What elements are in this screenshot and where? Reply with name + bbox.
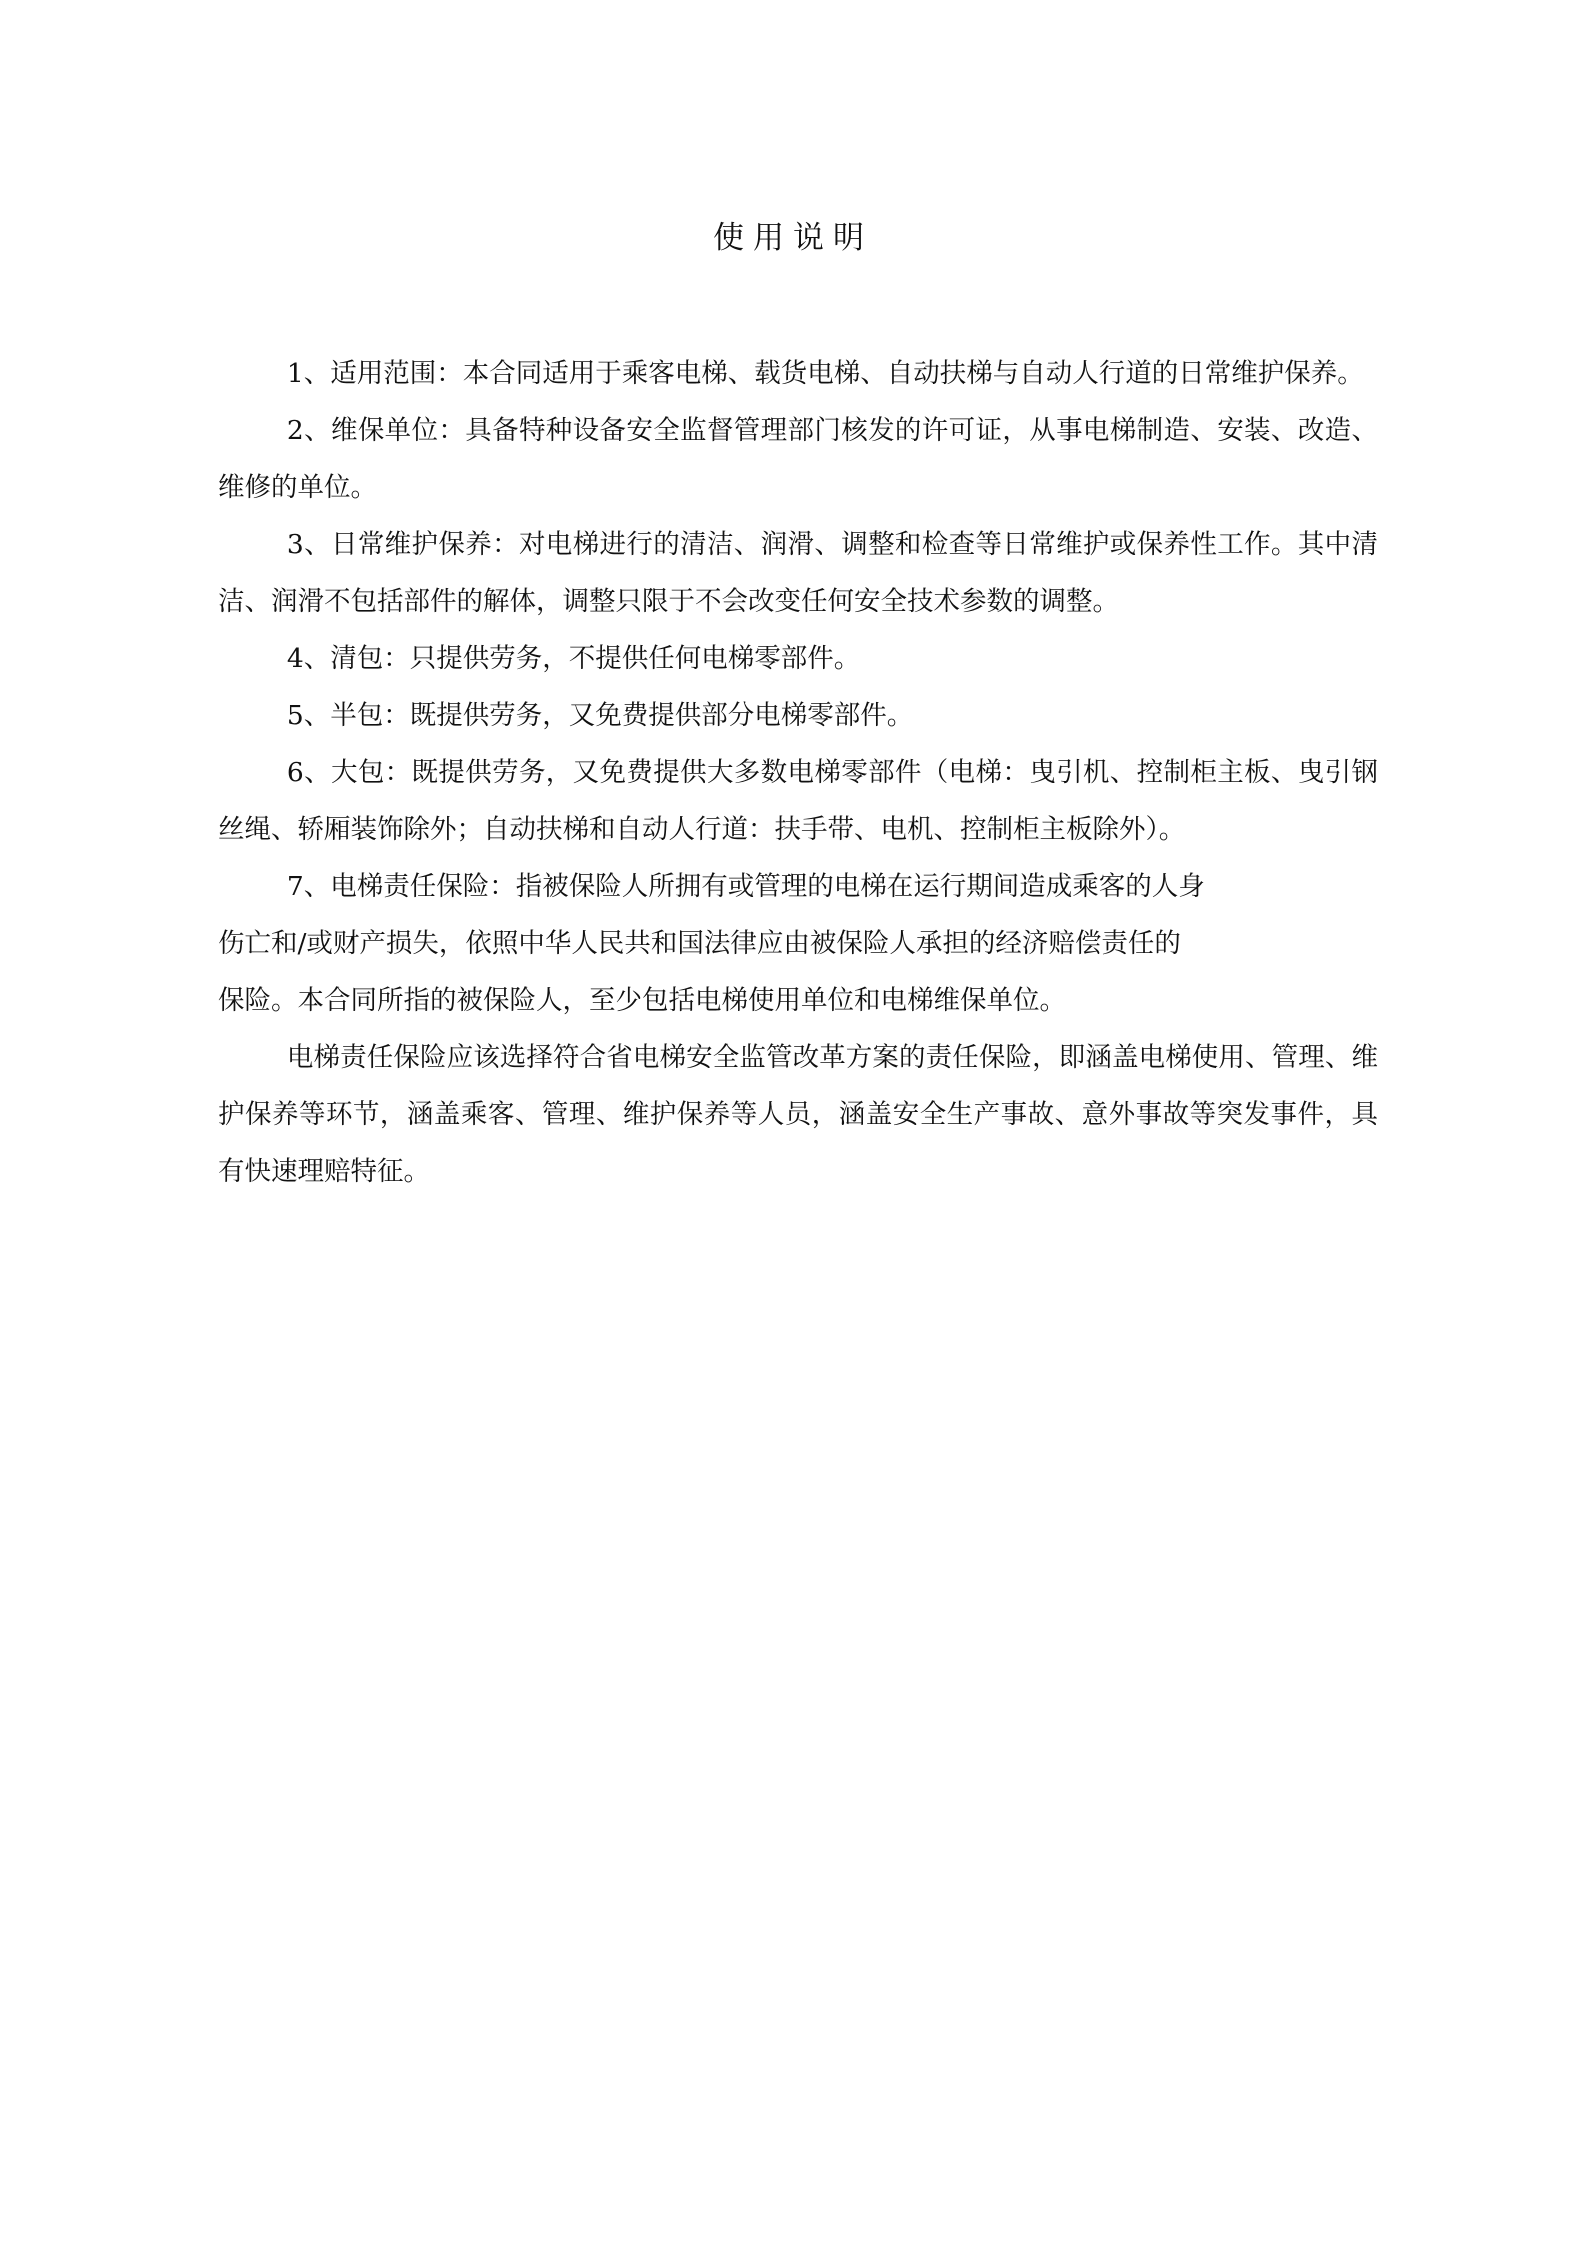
- paragraph-maintenance-unit: 2、维保单位：具备特种设备安全监督管理部门核发的许可证，从事电梯制造、安装、改造、维修的单位。: [218, 415, 1378, 503]
- page-title: 使用说明: [713, 220, 873, 256]
- paragraph-half-package: 5、半包：既提供劳务，又免费提供部分电梯零部件。: [286, 700, 914, 731]
- paragraph-scope: 1、适用范围：本合同适用于乘客电梯、载货电梯、自动扶梯与自动人行道的日常维护保养。: [286, 358, 1364, 389]
- liability-insurance-line: 保险。本合同所指的被保险人，至少包括电梯使用单位和电梯维保单位。: [218, 985, 1066, 1016]
- paragraph-insurance-recommendation: 电梯责任保险应该选择符合省电梯安全监管改革方案的责任保险，即涵盖电梯使用、管理、维护保养等环节，涵盖乘客、管理、维护保养等人员，涵盖安全生产事故、意外事故等突发事件，具有快速理赔特征。: [218, 1042, 1378, 1187]
- paragraph-daily-maintenance: 3、日常维护保养：对电梯进行的清洁、润滑、调整和检查等日常维护或保养性工作。其中清洁、润滑不包括部件的解体，调整只限于不会改变任何安全技术参数的调整。: [218, 529, 1378, 617]
- paragraph-labor-only: 4、清包：只提供劳务，不提供任何电梯零部件。: [286, 643, 861, 674]
- liability-insurance-line: 7、电梯责任保险：指被保险人所拥有或管理的电梯在运行期间造成乘客的人身: [286, 871, 1205, 902]
- paragraph-liability-insurance: [218, 858, 1378, 1029]
- liability-insurance-line: 伤亡和/或财产损失，依照中华人民共和国法律应由被保险人承担的经济赔偿责任的: [218, 928, 1181, 959]
- document-body: [218, 345, 1378, 1200]
- paragraph-full-package: 6、大包：既提供劳务，又免费提供大多数电梯零部件（电梯：曳引机、控制柜主板、曳引钢丝绳、轿厢装饰除外；自动扶梯和自动人行道：扶手带、电机、控制柜主板除外）。: [218, 757, 1378, 845]
